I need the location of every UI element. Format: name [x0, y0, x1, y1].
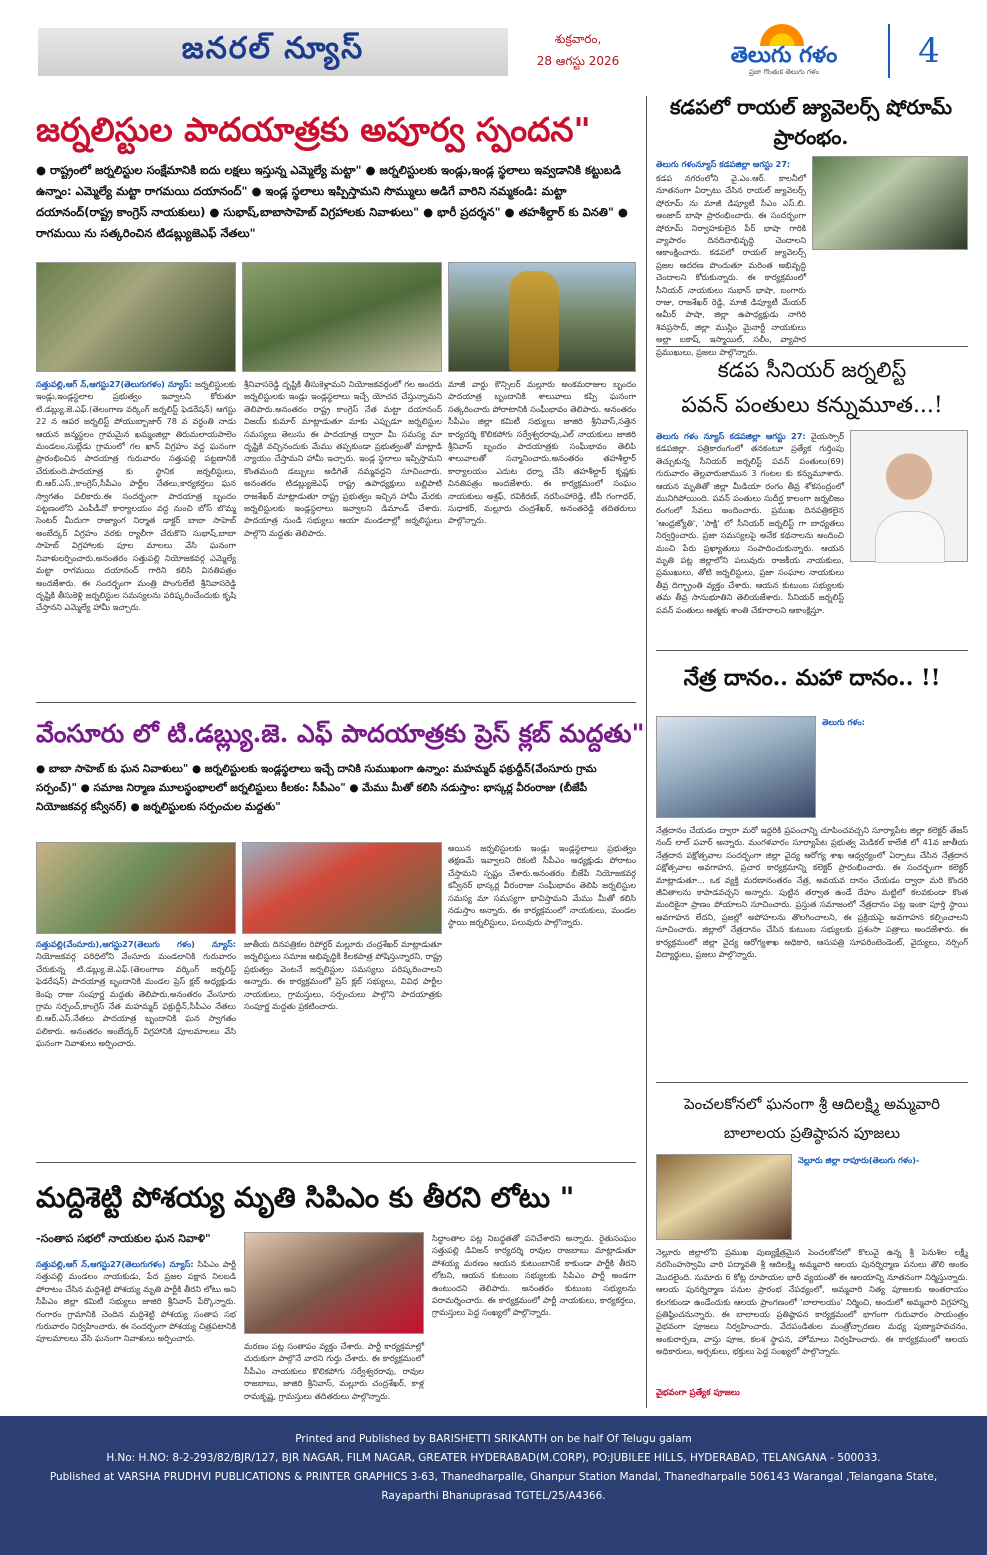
column-divider	[646, 96, 647, 1408]
story6-subhead: వైభవంగా ప్రత్యేక పూజలు	[656, 1388, 740, 1398]
divider	[656, 346, 968, 347]
story7-headline: మద్దిశెట్టి పోశయ్య మృతి సిపిఎం కు తీరని లోటు "	[36, 1181, 575, 1214]
story2-dateline: తెలుగు గళంన్యూస్ కడపజిల్లా ఆగస్టు 27:	[656, 159, 791, 169]
press-club-support-photo	[36, 842, 236, 934]
footer-line-4: Rayaparthi Bhanuprasad TGTEL/25/A4366.	[381, 1490, 606, 1502]
story2-headline: కడపలో రాయల్ జ్యువెలర్స్ షోరూమ్ ప్రారంభం.	[669, 95, 953, 149]
divider	[656, 650, 968, 651]
condolence-meeting-photo	[244, 1232, 424, 1334]
story5-column-2: జాతీయ దినపత్రికల రిపోర్టర్ మల్లూరు చంద్రశేఖర్ మాట్లాడుతూ జర్నలిస్టులు సమాజ అభివృద్ధికి కీలకపాత్ర పోషిస్తున్నారని, రాష్ట్ర ప్రభుత్వం వెంటనే జర్నలిస్టుల సమస్యలు పరిష్కరించాలని అన్నారు. ఈ కార్యక్రమంలో ప్రెస్ క్లబ్ సభ్యులు, వివిధ పార్టీల నాయకులు, గ్రామస్తులు, సర్పంచులు పాల్గొని పాదయాత్రకు సంపూర్ణ మద్దతు ప్రకటించారు.	[244, 939, 442, 1012]
edition-date-text: 28 ఆగస్టు 2026	[536, 54, 620, 68]
story5-dateline: సత్తుపల్లి(వేంసూరు),ఆగస్టు27(తెలుగు గళం) న్యూస్:	[36, 939, 236, 949]
story4-body: నేత్రదానం చేయడం ద్వారా మరో ఇద్దరికి ప్రపంచాన్ని చూపించవచ్చని సూర్యాపేట జిల్లా కలెక్టర్ తేజస్ నంద్ లాల్ పవార్ అన్నారు. మంగళవారం సూర్యాపేట ప్రభుత్వ మెడికల్ కాలేజీ లో 41వ జాతీయ నేత్రదాన పక్షోత్సవాల సందర్భంగా జిల్లా వైద్య ఆరోగ్య శాఖ ఆధ్వర్యంలో ఏర్పాటు చేసిన నేత్రదాన పక్షోత్సవాల అవగాహన, ప్రచార కార్యక్రమాన్ని కలెక్టర్ ప్రారంభించారు. ఈ సందర్భంగా కలెక్టర్ మాట్లాడుతూ... ఒక వ్యక్తి మరణానంతరం నేత్ర, అవయవ దానం చేయడం ద్వారా మరి కొందరి జీవితాలను కాపాడవచ్చని అన్నారు. పుట్టిన తర్వాత ఉండే దేహం మట్టిలో కలవకుండా కొంత మందికైనా ప్రాణం పోయాలని సూచించారు. ప్రస్తుత సమాజంలో నేత్రదానం పట్ల ఇంకా పూర్తి స్థాయి అవగాహన లేదని, ప్రజల్లో అపోహలను తొలగించాలని, ఈ ప్రక్రియపై అవగాహన కల్పించాలని సూచించారు. జిల్లాలో నేత్రదానం చేసిన కుటుంబ సభ్యులకు ప్రశంసా పత్రాలు అందజేశారు. ఈ కార్యక్రమంలో జిల్లా వైద్య ఆరోగ్యశాఖ అధికారి, ఆసుపత్రి సూపరింటెండెంట్, వైద్యులు, నర్సింగ్ విద్యార్థులు, ప్రజలు పాల్గొన్నారు.	[656, 825, 968, 960]
divider	[36, 702, 636, 703]
story1-column-3: మాజీ వార్డు కౌన్సిలర్ మల్లూరు అంకమరాజుల బృందం పాదయాత్ర బృందానికి శాలువాలు కప్పి ఘనంగా సత్కరించారు పోరాటానికి సంఘీభావం తెలిపారు. అనంతరం సీపీఎం జిల్లా కమిటీ సభ్యులు జాజిరి శ్రీనివాస్,సత్తెన కార్యదర్శి కొలికపోగు సర్వేశ్వరరావు,ఎల్ నాయకులు జాజిరి శ్రీనివాస్ బృందం పాదయాత్రకు సంఘీభావం తెలిపి శాలువాలతో సన్మానించారు.అనంతరం తహశీల్దార్ కార్యాలయం ఎదుట ధర్నా చేసి తహశీల్దార్ కృష్ణకు వినతిపత్రం అందజేశారు. ఈ కార్యక్రమంలో సంఘం నాయకులు అశ్రఫ్, రవికిరణ్, నరసింహారెడ్డి, టీపీ గంగాధర్, సుధాకర్, మల్లూరు చంద్రశేఖర్, అనంతరెడ్డి తదితరులు పాల్గొన్నారు.	[448, 379, 636, 526]
story7-column-3: సిద్ధాంతాల పట్ల నిబద్ధతతో పనిచేశారని అన్నారు. రైతుసంఘం సత్తుపల్లి డివిజన్ కార్యదర్శి రావుల రాజబాబు మాట్లాడుతూ పోశయ్య మరణం ఆయన కుటుంబానికే కాకుండా పార్టీకి తీరని లోటని, ఆయన కుటుంబ సభ్యులకు సిపిఎం పార్టీ అండగా ఉంటుందని తెలిపారు. అనంతరం కుటుంబ సభ్యులను పరామర్శించారు. ఈ కార్యక్రమంలో పార్టీ నాయకులు, కార్యకర్తలు, గ్రామస్తులు పెద్ద సంఖ్యలో పాల్గొన్నారు.	[432, 1233, 636, 1318]
story5-column-1	[36, 938, 236, 1148]
divider	[656, 1082, 968, 1083]
edition-date	[518, 28, 638, 76]
logo-tagline: ప్రజా గొంతుక తెలుగు గళం	[748, 68, 820, 76]
story7-dateline: సత్తుపల్లి,ఆగ్ న్‌,ఆగస్టు27(తెలుగుగళం) న్యూస్:	[36, 1259, 194, 1269]
story5-headline: వేంసూరు లో టి.డబ్ల్యు.జె. ఎఫ్ పాదయాత్రకు ప్రెస్ క్లబ్ మద్దతు"	[36, 719, 645, 748]
story6-dateline: నెల్లూరు జిల్లా రాపూరు(తెలుగు గళం)-	[798, 1155, 920, 1165]
story1-bullets: ● రాష్ట్రంలో జర్నలిస్టుల సంక్షేమానికి ఐదు లక్షలు ఇస్తున్న ఎమ్మెల్యే మట్టా" ● జర్నలిస్టులకు ఇండ్లు,ఇండ్ల స్థలాలు ఇవ్వడానికి కట్టుబడి ఉన్నాం: ఎమ్మెల్యే మట్టా రాగమయి దయానంద్" ● ఇండ్ల స్థలాలు ఇప్పిస్తామని సొమ్ములు అడిగే వారిని నమ్మకండి: మట్టా దయానంద్(రాష్ట్ర కాంగ్రెస్ నాయకులు) ● సుభాష్,బాబాసాహెబ్ విగ్రహాలకు నివాళులు" ● భారీ ప్రదర్శన" ● తహశీల్దార్ కు వినతి" ● రాగమయి ను సత్కరించిన టిడబ్ల్యుజెఎఫ్ నేతలు"	[36, 163, 628, 240]
story5-column-3: అయిన జర్నలిస్టులకు ఇండ్లు ఇండ్లస్థలాలు ప్రభుత్వం తక్షణమే ఇవ్వాలని రికంటి సీపీఎం అధ్యక్షుడు పోరాటం చేస్తామని స్పష్టం చేశారు.అనంతరం బీజేపీ నియోజకవర్గ కన్వీనర్ భాస్కర్ల వీరంరాజు సంఘీభావం తెలిపి జర్నలిస్టుల సమస్య మా సమస్యగా భావిస్తామని మేము మీతో కలిసి నడుస్తాం అన్నారు. ఈ కార్యక్రమంలో నాయకులు, మండల స్థాయి జర్నలిస్టులు, పలువురు పాల్గొన్నారు.	[448, 843, 636, 928]
story2-body: కడప నగరంలోని వై.ఎం.ఆర్. కాలనీలో నూతనంగా ఏర్పాటు చేసిన రాయల్ జ్యువెలర్స్ షోరూమ్ ను మాజీ డిప్యూటీ సీఎం ఎస్.బి. అంజాద్ బాషా ప్రారంభించారు. ఈ సందర్భంగా షోరూమ్ నిర్వాహకులైన పీర్ భాషా గారికి వ్యాపారం దినదినాభివృద్ధి చెందాలని ఆకాంక్షించారు. కడపలో రాయల్ జ్యువెలర్స్ ప్రజల ఆదరణ పొందుతూ మరింత అభివృద్ధి చెందాలని కోరుకున్నారు. ఈ కార్యక్రమంలో సీనియర్ నాయకులు సుభాన్ భాషా, బంగారు రాజు, రాజశేఖర్ రెడ్డి, మాజీ డిప్యూటీ మేయర్ అమీర్ పాషా, జిల్లా ఉపాధ్యక్షుడు నాగిరి శివప్రసాద్, జిల్లా ముస్లిం మైనార్టీ నాయకులు అల్లా బకాష్, ఇస్మాయిల్, సలీం, వ్యాపార ప్రముఖులు, ప్రజలు పాల్గొన్నారు.	[656, 173, 806, 357]
story1-column-2: శ్రీనివాసరెడ్డి దృష్టికి తీసుకెళ్లామని నియోజకవర్గంలో గల అందరు జర్నలిస్టులకు ఇండ్లు ఇండ్లస్థలాలు ఇచ్చే యోచన చేస్తున్నామని తెలిపారు.అనంతరం రాష్ట్ర కాంగ్రెస్ నేత మట్టా దయానంద్ విజయ్ కుమార్ మాట్లాడుతూ మాకు ఎప్పుడూ జర్నలిస్టుల సమస్యలు తెలుసు ఈ పాదయాత్ర ద్వారా మీ సమస్య మా దృష్టికి వచ్చినందుకు మేము తప్పకుండా ప్రభుత్వంతో మాట్లాడి న్యాయం చేస్తామని హామీ ఇచ్చారు. ఇండ్ల స్థలాలు ఇప్పిస్తామని కొంతమంది డబ్బులు అడిగితే నమ్మవద్దని సూచించారు. అనంతరం టిడబ్ల్యుజెఎఫ్ రాష్ట్ర ఉపాధ్యక్షులు బల్లిపాటి రాజశేఖర్ మాట్లాడుతూ రాష్ట్ర ప్రభుత్వం ఇచ్చిన హామీ మేరకు జర్నలిస్టులకు ఇండ్లస్థలాలు ఇవ్వాలని డిమాండ్ చేశారు. పాదయాత్ర నుండి సభ్యులు ఆయా మండలాల్లో జర్నలిస్టులు పాల్గొని మద్దతు తెలిపారు.	[244, 379, 442, 538]
footer-line-2: H.No: H.NO: 8-2-293/82/BJR/127, BJR NAGAR, FILM NAGAR, GREATER HYDERABAD(M.CORP), PO:JUBILEE HILLS, HYDERABAD, TELANGANA - 500033.	[106, 1452, 881, 1464]
journalists-memorandum-photo	[36, 262, 236, 372]
telugu-galam-logo	[694, 24, 874, 76]
edition-day: శుక్రవారం,	[554, 32, 602, 46]
journalist-portrait-photo	[850, 430, 968, 562]
statue-icon	[509, 271, 559, 371]
footer-line-3: Published at VARSHA PRUDHVI PUBLICATIONS & PRINTER GRAPHICS 3-63, Thanedharpalle, Ghanpur Station Mandal, Thanedharpalle 506143 Warangal ,Telangana State,	[49, 1471, 938, 1483]
masthead	[8, 10, 978, 84]
ambedkar-statue-photo	[448, 262, 636, 372]
story3-dateline: తెలుగు గళం న్యూస్ కడపజిల్లా ఆగస్టు 27:	[656, 431, 806, 441]
story7-subhead: -సంతాప సభలో నాయకుల ఘన నివాళి"	[36, 1232, 211, 1245]
story5-bullets: ● బాబా సాహెబ్ కు ఘన నివాళులు" ● జర్నలిస్టులకు ఇండ్లస్థలాలు ఇచ్చే దానికి సుముఖంగా ఉన్నాం: మహమ్మద్ ఫక్రుద్దీన్(వేంసూరు గ్రామ సర్పంచ్)" ● సమాజ నిర్మాణ మూలస్థంభాలలో జర్నలిస్టులు కీలకం: సీపీఎం" ● మేము మీతో కలిసి నడుస్తాం: భాస్కర్ల వీరంరాజు (బీజేపీ నియోజకవర్గ కన్వీనర్) ● జర్నలిస్టులకు సర్పంచుల మద్దతు"	[36, 763, 597, 813]
story3-headline-line1: కడప సీనియర్ జర్నలిస్ట్	[717, 358, 907, 382]
showroom-opening-photo	[812, 156, 968, 250]
story1-text-1: జర్నలిస్టులకు ఇండ్లు,ఇండ్లస్థలాల ప్రభుత్వం ఇవ్వాలని కోరుతూ టి.డబ్ల్యు.జె.ఎఫ్.(తెలంగాణ వర్కింగ్ జర్నలిస్ట్ ఫెడరేషన్) ఆగస్టు 22 న ఆపర జర్నలిస్ట్ పోయుబ్బాజార్ 78 వ వర్ధంతి నాడు ఆయన జన్మస్థలం గ్రామమైన ఖమ్మంజిల్లా తిరుమలాయపాలెం మండలం,సుబ్లేడు గ్రామంలో గల ఖాన్ విగ్రహం వద్ద ఘనంగా ప్రారంభించిన పాదయాత్ర గురువారం సత్తుపల్లి పట్టణానికి చేరుకుంది.పాదయాత్ర కు స్థానిక జర్నలిస్టులు, బి.ఆర్.ఎస్.,కాంగ్రెస్,సీపీఎం పార్టీల నేతలు,కార్యకర్తలు ఘన స్వాగతం పలికారు.ఈ సందర్భంగా పాదయాత్ర బృందం పట్టణంలోని ఎంపీడీవో కార్యాలయం వద్ద నుంచి బోస్ బొమ్మ సెంటర్ మీదుగా రాజ్యాంగ నిర్మాత డాక్టర్ బాబా సాహెబ్ అంబేద్కర్ విగ్రహం వరకు ర్యాలీగా చేరుకొని సుభాష్,బాబా సాహెబ్ విగ్రహాలకు పూల మాలలు వేసి ఘనంగా నివాళులర్పించారు.అనంతరం సత్తుపల్లి నియోజకవర్గ ఎమ్మెల్యే మట్టా రాగమయి దయానంద్ గారిని కలిసి వినతిపత్రం అందజేశారు. ఈ సందర్భంగా మంత్రి పొంగులేటి శ్రీనివాసరెడ్డి దృష్టికి తీసుకెళ్లి జర్నలిస్టుల సమస్యలను పరిష్కరించేందుకు కృషి చేస్తానని ఎమ్మెల్యే హామీ ఇచ్చారు.	[36, 379, 236, 613]
portrait-shirt-icon	[875, 511, 945, 563]
story4-dateline: తెలుగు గళం:	[822, 717, 865, 727]
divider	[36, 1162, 636, 1163]
story3-body-column	[656, 430, 844, 644]
story5-text-1: నియోజకవర్గ పరిధిలోని వేంసూరు మండలానికి గురువారం చేరుకున్న టి.డబ్ల్యు.జె.ఎఫ్.(తెలంగాణ వర్కింగ్ జర్నలిస్ట్ ఫెడరేషన్) పాదయాత్ర బృందానికి మండల ప్రెస్ క్లబ్ అధ్యక్షుడు కెంపు రాజు సంపూర్ణ మద్దతు తెలిపారు.అనంతరం వేంసూరు గ్రామ సర్పంచ్,కాంగ్రెస్ నేత మహమ్మద్ ఫక్రుద్దీన్,సీపీఎం నేతలు బి.ఆర్.ఎస్.నేతలు పాదయాత్ర బృందానికి ఘన స్వాగతం పలికారు. అనంతరం అంబేద్కర్ విగ్రహానికి పూలమాలలు వేసి ఘనంగా నివాళులు అర్పించారు.	[36, 951, 236, 1049]
story3-headline-line2: పవన్ పంతులు కన్నుమూత...!	[681, 393, 943, 418]
story3-text: వైయస్సార్ కడపజిల్లా. పత్రికారంగంలో తనకంటూ ప్రత్యేక గుర్తింపు తెచ్చుకున్న సీనియర్ జర్నలిస్ట్ పవన్ పంతులు(69) గురువారం తెల్లవారుజామున 3 గంటల కు కన్నుమూశారు. ఆయన మృతితో జిల్లా మీడియా రంగం తీవ్ర శోకసంద్రంలో మునిగిపోయింది. పవన్ పంతులు సుదీర్ఘ కాలంగా జర్నలిజం రంగంలో సేవలు అందించారు. ప్రముఖ దినపత్రికలైన 'ఆంధ్రజ్యోతి', 'సాక్షి' లో సీనియర్ జర్నలిస్ట్ గా బాధ్యతలు నిర్వర్తించారు. ప్రజా సమస్యలపై అనేక కథనాలను అందించి మంచి పేరు ప్రఖ్యాతులు సంపాదించుకున్నారు. ఆయన మృతి పట్ల జిల్లాలోని పలువురు రాజకీయ నాయకులు, ప్రముఖులు, తోటి జర్నలిస్టులు, ప్రజా సంఘాల నాయకులు తీవ్ర దిగ్భ్రాంతి వ్యక్తం చేశారు. ఆయన కుటుంబ సభ్యులకు తమ తీవ్ర సానుభూతిని తెలియజేశారు. సీనియర్ జర్నలిస్ట్ పవన్ పంతులు ఆత్మకు శాంతి చేకూరాలని ఆకాంక్షిస్తూ.	[656, 431, 844, 615]
story6-body: నెల్లూరు జిల్లాలోని ప్రముఖ పుణ్యక్షేత్రమైన పెంచలకోనలో కొలువై ఉన్న శ్రీ పెనుశిల లక్ష్మీ నరసింహస్వామి వారి పద్మావతి శ్రీ ఆదిలక్ష్మి అమ్మవారి ఆలయ పునర్నిర్మాణ పనులు తొలి అంకం మొదలైంది. సుమారు 6 కోట్ల రూపాయల భారీ వ్యయంతో ఈ ఆలయాన్ని నూతనంగా నిర్మిస్తున్నారు. ఆలయ పునర్నిర్మాణ పనుల ప్రారంభ నేపథ్యంలో, అమ్మవారి నిత్య పూజలకు అంతరాయం కలగకుండా ఉండేందుకు ఆలయ ప్రాంగణంలో 'బాలాలయం' నిర్మించి, అందులో అమ్మవారి విగ్రహాన్ని ప్రతిష్ఠించనున్నారు. ఈ బాలాలయ ప్రతిష్ఠాపన కార్యక్రమంలో భాగంగా గురువారం సాయంత్రం వైభవంగా పూజలు నిర్వహించారు. వేదపండితుల మంత్రోచ్ఛారణల మధ్య పుణ్యాహవచనం, అంకురార్పణ, వాస్తు పూజ, కలశ స్థాపన, హోమాలు నిర్వహించారు. ఈ కార్యక్రమంలో ఆలయ అధికారులు, అర్చకులు, భక్తులు పెద్ద సంఖ్యలో పాల్గొన్నారు.	[656, 1247, 968, 1357]
footer-line-1: Printed and Published by BARISHETTI SRIKANTH on be half Of Telugu galam	[295, 1433, 692, 1445]
story7-text-1: సిపిఎం పార్టీ సత్తుపల్లి మండలం నాయకుడు, పేద ప్రజల పక్షాన నిలబడి పోరాటం చేసిన మద్దిశెట్టి పోశయ్య మృతి పార్టీకి తీరని లోటు అని సీపీఎం జిల్లా కమిటీ సభ్యులు జాజిరి శ్రీనివాస్ పేర్కొన్నారు. గంగారం గ్రామానికి చెందిన మద్దిశెట్టి పోశయ్య సంతాప సభ గురువారం నిర్వహించారు. ఈ సందర్భంగా పోశయ్య చిత్రపటానికి పూలమాలలు వేసి ఘనంగా నివాళులు అర్పించారు.	[36, 1259, 236, 1344]
story6-top-column	[798, 1154, 968, 1244]
page-number: 4	[888, 24, 968, 78]
story6-headline: పెంచలకోనలో ఘనంగా శ్రీ ఆదిలక్ష్మి అమ్మవారి బాలాలయ ప్రతిష్ఠాపన పూజలు	[684, 1095, 940, 1142]
eye-donation-event-photo	[656, 716, 816, 818]
story4-headline: నేత్ర దానం.. మహా దానం.. !!	[683, 665, 941, 691]
imprint-footer	[0, 1416, 987, 1555]
story1-dateline: సత్తుపల్లి,ఆగ్ న్‌,ఆగస్టు27(తెలుగుగళం) న్యూస్:	[36, 379, 193, 389]
story7-column-1	[36, 1258, 236, 1408]
story7-column-2: మరణం పట్ల సంతాపం వ్యక్తం చేశారు. పార్టీ కార్యక్రమాల్లో చురుకుగా పాల్గొనే వారని గుర్తు చేశారు. ఈ కార్యక్రమంలో సీపీఎం నాయకులు కొలికపోగు సర్వేశ్వరరావు, రావుల రాజబాబు, జాజిరి శ్రీనివాస్, మల్లూరు చంద్రశేఖర్, కాళ్ల రామకృష్ణ, గ్రామస్తులు తదితరులు పాల్గొన్నారు.	[244, 1341, 424, 1401]
section-title: జనరల్ న్యూస్	[38, 28, 508, 76]
temple-pooja-photo	[656, 1154, 792, 1240]
garlanding-photo	[242, 842, 442, 934]
story1-headline: జర్నలిస్టుల పాదయాత్రకు అపూర్వ స్పందన"	[36, 110, 591, 149]
logo-name: తెలుగు గళం	[730, 42, 838, 68]
story1-column-1	[36, 378, 236, 696]
rally-photo	[242, 262, 442, 372]
